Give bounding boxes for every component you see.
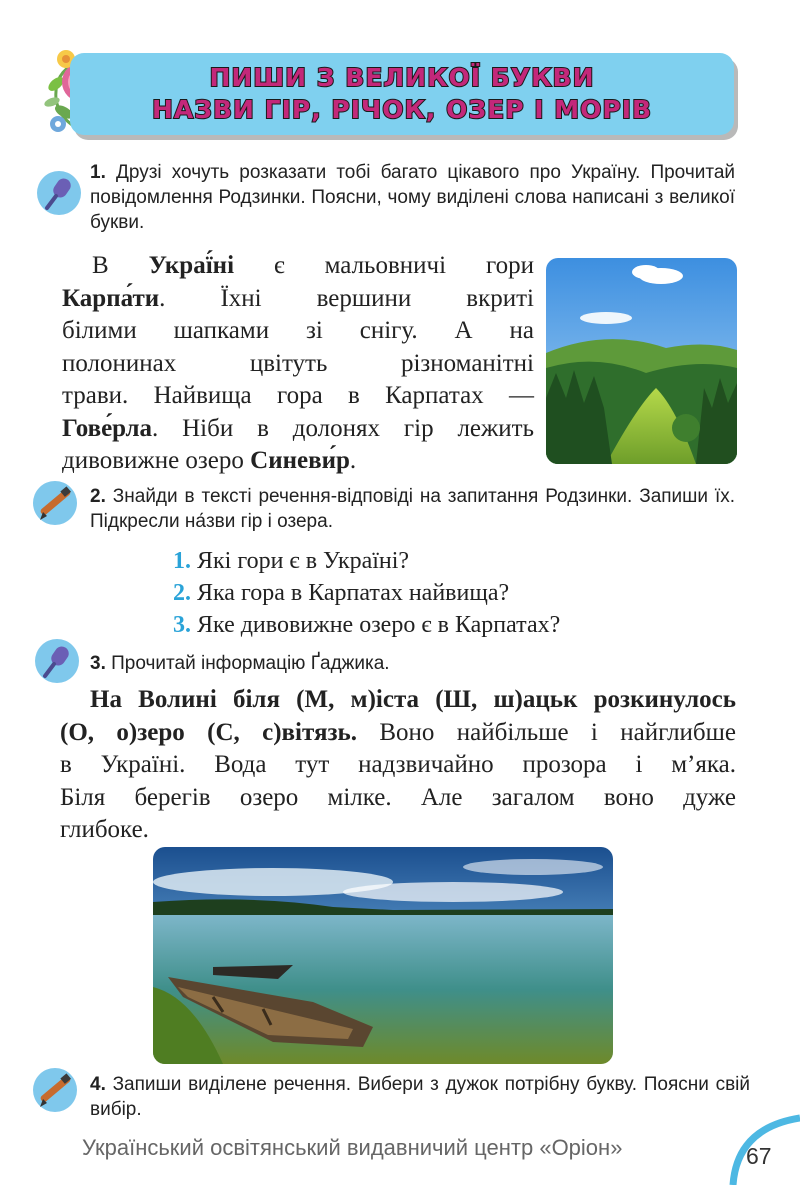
- reading1-line2: Карпа́ти. Їхні вершини вкриті: [62, 284, 534, 312]
- question-number: 1.: [173, 548, 191, 574]
- question-number: 3.: [173, 612, 191, 638]
- task-2-instruction: [90, 484, 735, 534]
- reading2-line2: (О, о)зеро (С, с)вітязь. Воно найбільше і найглибше: [60, 718, 736, 746]
- pen-icon: [32, 480, 78, 526]
- task-3-number: 3.: [90, 653, 106, 674]
- task-2-number: 2.: [90, 486, 106, 507]
- question-text: Які гори є в Україні?: [197, 548, 410, 574]
- task-3-text: Прочитай інформацію Ґаджика.: [111, 653, 390, 674]
- page-number: 67: [746, 1143, 772, 1169]
- reading1-line5: трави. Найвища гора в Карпатах —: [62, 382, 534, 409]
- task-1-number: 1.: [90, 162, 106, 183]
- task-2-text: Знайди в тексті речення-відповіді на запитання Родзинки. Запиши їх. Підкресли на́зви гір і озера.: [90, 486, 736, 532]
- title-banner: [70, 53, 734, 135]
- reading2-line1: На Волині біля (М, м)іста (Ш, ш)ацьк розкинулось: [90, 686, 736, 713]
- reading2-line4: Біля берегів озеро мілке. Але загалом воно дуже: [60, 783, 736, 811]
- reading1-line1: В Украї́ні є мальовничі гори: [92, 252, 534, 279]
- reading2-line5: глибоке.: [60, 816, 149, 843]
- question-number: 2.: [173, 580, 191, 606]
- reading1-line3: білими шапками зі снігу. А на: [62, 317, 534, 344]
- microphone-icon: [34, 638, 80, 684]
- task-1-text: Друзі хочуть розказати тобі багато цікавого про Україну. Прочитай повідомлення Родзинки. Поясни, чому виділені слова написані з великої букви.: [90, 162, 735, 233]
- task-4-instruction: [90, 1072, 750, 1122]
- pen-icon: [32, 1067, 78, 1113]
- publisher-footer: Український освітянський видавничий центр «Оріон»: [82, 1135, 623, 1160]
- page-title-line1: ПИШИ З ВЕЛИКОЇ БУКВИ: [209, 63, 595, 92]
- microphone-icon: [36, 170, 82, 216]
- question-text: Яке дивовижне озеро є в Карпатах?: [197, 612, 561, 638]
- word-ukraine: Украї́ні: [148, 252, 235, 279]
- question-item: [173, 577, 560, 609]
- question-text: Яка гора в Карпатах найвища?: [197, 580, 510, 606]
- task-1-instruction: [90, 160, 735, 235]
- task-4-number: 4.: [90, 1074, 106, 1095]
- reading1-line4: полонинах цвітуть різноманітні: [62, 349, 534, 377]
- lake-svitiaz-photo: [153, 847, 613, 1064]
- word-carpathians: Карпа́ти: [62, 284, 160, 312]
- task-3-instruction: [90, 651, 735, 676]
- word-hoverla: Гове́рла: [62, 414, 152, 442]
- reading1-line7: дивовижне озеро Синеви́р.: [62, 447, 357, 474]
- page-title-line2: НАЗВИ ГІР, РІЧОК, ОЗЕР І МОРІВ: [151, 95, 653, 124]
- question-item: [173, 545, 560, 577]
- carpathian-mountains-photo: [546, 258, 737, 464]
- task-4-text: Запиши виділене речення. Вибери з дужок потрібну букву. Поясни свій вибір.: [90, 1074, 751, 1120]
- reading1-line6: Гове́рла. Ніби в долонях гір лежить: [62, 414, 534, 442]
- reading-text-carpathians: [62, 250, 534, 478]
- question-item: [173, 609, 560, 641]
- reading2-line3: в Україні. Вода тут надзвичайно прозора і м’яка.: [60, 751, 736, 778]
- word-synevyr: Синеви́р: [250, 447, 350, 474]
- reading-text-svitiaz: [60, 684, 736, 847]
- question-list: [173, 545, 560, 641]
